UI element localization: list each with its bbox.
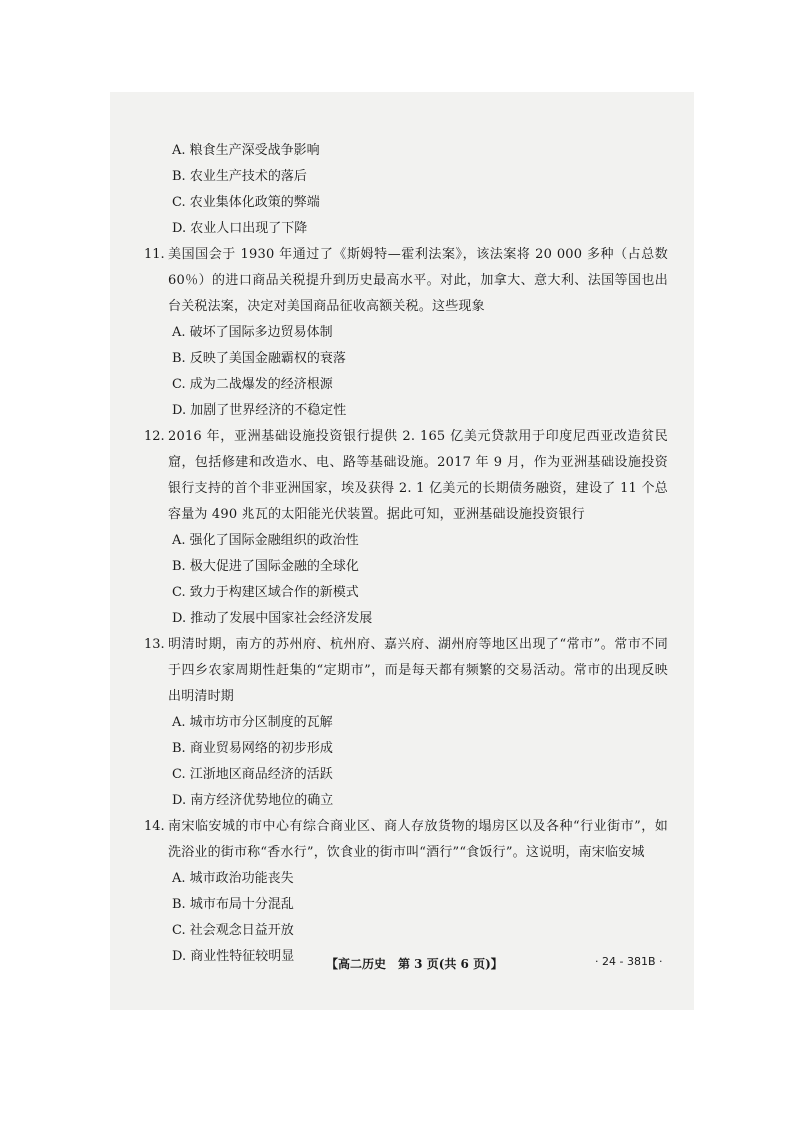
- option-b: B. 农业生产技术的落后: [172, 169, 307, 184]
- question-number: 13.: [144, 637, 165, 652]
- question-number: 11.: [144, 247, 165, 262]
- question-stem: 明清时期，南方的苏州府、杭州府、嘉兴府、湖州府等地区出现了“常市”。常市不同于四乡农家周期性赶集的“定期市”，而是每天都有频繁的交易活动。常市的出现反映出明清时期: [168, 637, 668, 704]
- option-d: D. 商业性特征较明显: [172, 949, 295, 964]
- page-footer: [0, 955, 794, 981]
- option-c: C. 致力于构建区域合作的新模式: [172, 585, 359, 600]
- exam-content: [144, 138, 668, 970]
- question-stem: 美国国会于 1930 年通过了《斯姆特—霍利法案》，该法案将 20 000 多种（占总数 60％）的进口商品关税提升到历史最高水平。对此，加拿大、意大利、法国等国也出台关税法案，决定对美国商品征收高额关税。这些现象: [168, 247, 668, 314]
- question-number: 14.: [144, 819, 165, 834]
- exam-code: · 24 - 381B ·: [595, 955, 663, 968]
- question-10-options: [148, 138, 668, 242]
- question-13: [144, 632, 668, 814]
- option-a: A. 强化了国际金融组织的政治性: [172, 533, 359, 548]
- question-14: [144, 814, 668, 970]
- option-a: A. 破坏了国际多边贸易体制: [172, 325, 333, 340]
- option-a: A. 城市政治功能丧失: [172, 871, 294, 886]
- question-number: 12.: [144, 429, 165, 444]
- option-d: D. 南方经济优势地位的确立: [172, 793, 334, 808]
- question-stem: 2016 年，亚洲基础设施投资银行提供 2. 165 亿美元贷款用于印度尼西亚改造贫民窟，包括修建和改造水、电、路等基础设施。2017 年 9 月，作为亚洲基础设施投资银行支持的首个非亚洲国家，埃及获得 2. 1 亿美元的长期债务融资，建设了 11 个总容量为 490 兆瓦的太阳能光伏装置。据此可知，亚洲基础设施投资银行: [168, 429, 668, 522]
- option-a: A. 粮食生产深受战争影响: [172, 143, 320, 158]
- option-c: C. 江浙地区商品经济的活跃: [172, 767, 333, 782]
- option-b: B. 城市布局十分混乱: [172, 897, 294, 912]
- option-d: D. 加剧了世界经济的不稳定性: [172, 403, 347, 418]
- question-12: [144, 424, 668, 632]
- question-11: [144, 242, 668, 424]
- question-stem: 南宋临安城的市中心有综合商业区、商人存放货物的塌房区以及各种“行业街市”，如洗浴业的街市称“香水行”，饮食业的街市叫“酒行”“食饭行”。这说明，南宋临安城: [168, 819, 668, 860]
- option-a: A. 城市坊市分区制度的瓦解: [172, 715, 333, 730]
- option-b: B. 极大促进了国际金融的全球化: [172, 559, 359, 574]
- option-d: D. 推动了发展中国家社会经济发展: [172, 611, 373, 626]
- option-b: B. 反映了美国金融霸权的衰落: [172, 351, 346, 366]
- option-c: C. 农业集体化政策的弊端: [172, 195, 320, 210]
- option-c: C. 成为二战爆发的经济根源: [172, 377, 333, 392]
- option-d: D. 农业人口出现了下降: [172, 221, 308, 236]
- option-b: B. 商业贸易网络的初步形成: [172, 741, 333, 756]
- page-label: 【高二历史 第 3 页(共 6 页)】: [326, 957, 503, 971]
- option-c: C. 社会观念日益开放: [172, 923, 294, 938]
